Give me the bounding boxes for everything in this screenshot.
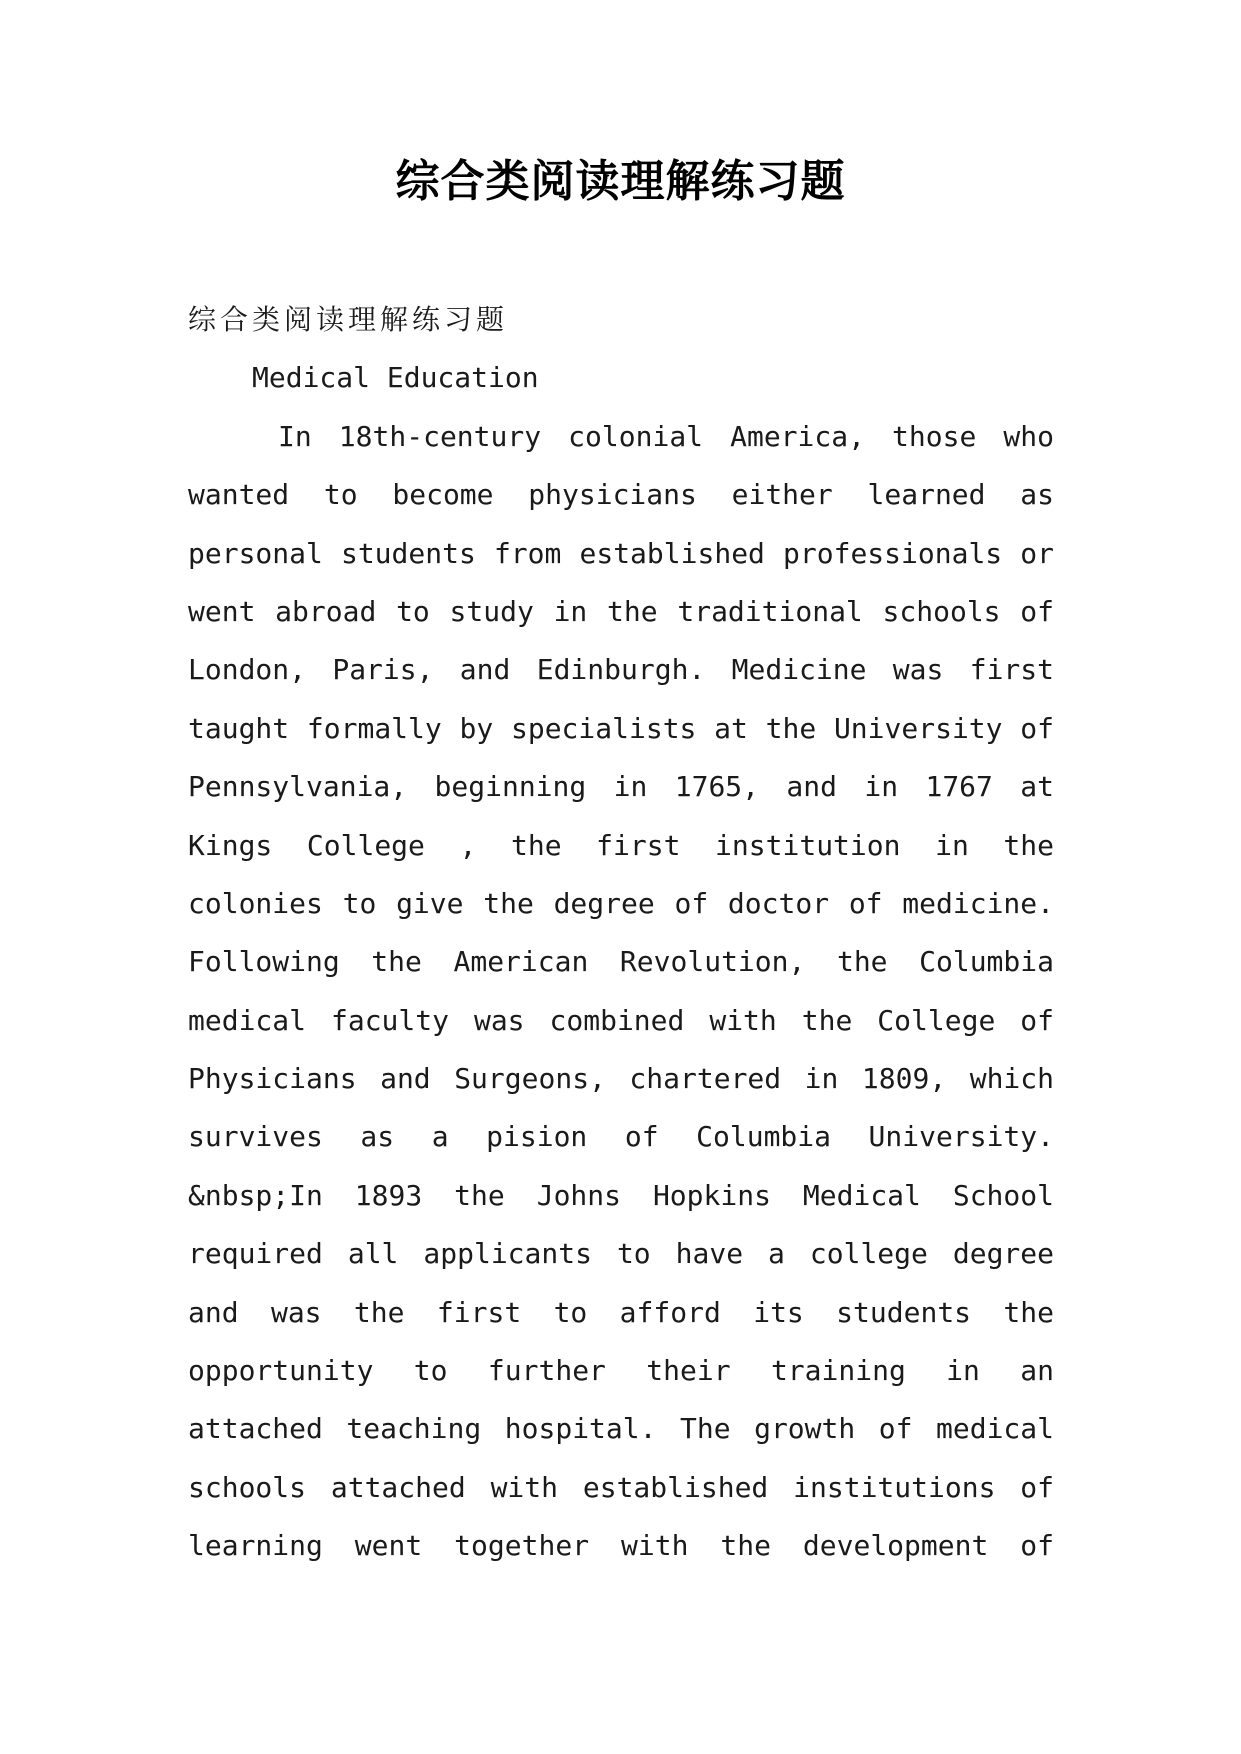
paragraph-line: and was the first to afford its students the (188, 1295, 1054, 1329)
paragraph-line: taught formally by specialists at the University of (188, 711, 1054, 745)
paragraph-line: Physicians and Surgeons, chartered in 1809, which (188, 1062, 1054, 1096)
paragraph-line: colonies to give the degree of doctor of medicine. (188, 886, 1054, 920)
paragraph-line: Following the American Revolution, the Columbia (188, 945, 1054, 979)
paragraph-line: attached teaching hospital. The growth of medical (188, 1412, 1054, 1446)
paragraph-line: In 18th-century colonial America, those who (278, 419, 1054, 453)
document-body (188, 291, 1054, 1576)
paragraph-line: learning went together with the development of (188, 1529, 1054, 1563)
paragraph-line: &nbsp;In 1893 the Johns Hopkins Medical School (188, 1178, 1054, 1212)
paragraph-line: Kings College , the first institution in the (188, 828, 1054, 862)
paragraph-line: opportunity to further their training in an (188, 1354, 1054, 1388)
document-subtitle: 综合类阅读理解练习题 (188, 303, 509, 336)
paragraph-line: survives as a pision of Columbia University. (188, 1120, 1054, 1154)
paragraph-line: London, Paris, and Edinburgh. Medicine was first (188, 653, 1054, 687)
paragraph-line: went abroad to study in the traditional schools of (188, 594, 1054, 628)
paragraph-line: personal students from established professionals or (188, 536, 1054, 570)
paragraph-line: Pennsylvania, beginning in 1765, and in 1767 at (188, 770, 1054, 804)
paragraph-line: required all applicants to have a college degree (188, 1237, 1054, 1271)
article-heading: Medical Education (252, 361, 539, 395)
paragraph-line: medical faculty was combined with the College of (188, 1003, 1054, 1037)
paragraph-line: wanted to become physicians either learned as (188, 478, 1054, 512)
document-title: 综合类阅读理解练习题 (395, 156, 846, 207)
paragraph-line: schools attached with established institutions of (188, 1470, 1054, 1504)
